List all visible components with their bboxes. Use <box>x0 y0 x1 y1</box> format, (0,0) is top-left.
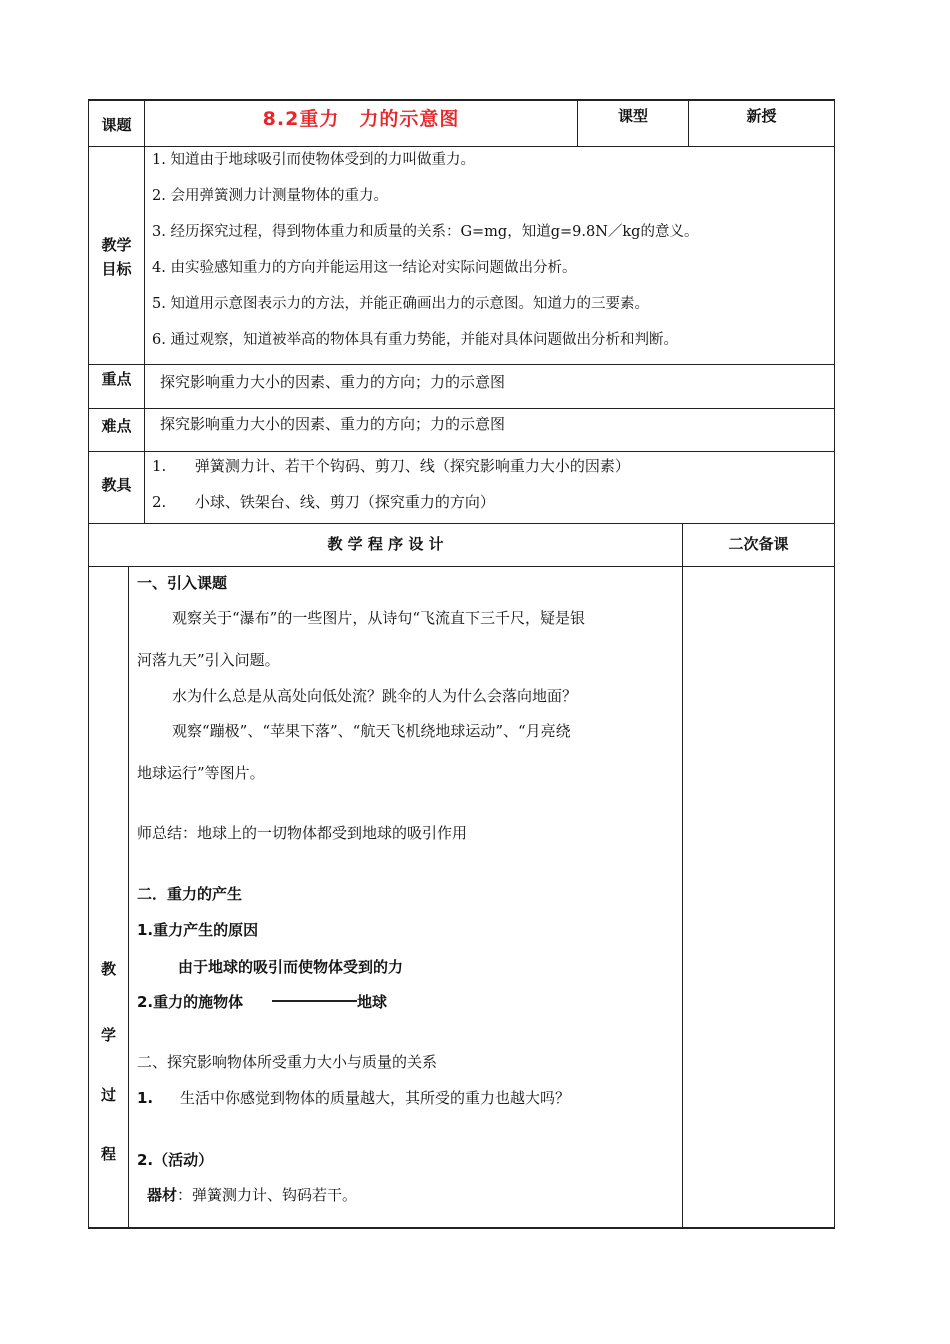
objective-item: 4. 由实验感知重力的方向并能运用这一结论对实际问题做出分析。 <box>152 260 577 276</box>
keypoint-label: 重点 <box>101 370 132 388</box>
section1-paragraph: 河落九天”引入问题。 <box>137 651 280 669</box>
rule-header-bottom <box>88 146 835 147</box>
rule-program-header-bottom <box>88 566 835 567</box>
materials-text: ：弹簧测力计、钩码若干。 <box>177 1186 358 1204</box>
objective-item: 2. 会用弹簧测力计测量物体的重力。 <box>152 188 388 204</box>
rule-bottom <box>88 1227 835 1229</box>
lesson-title: 8.2重力 力的示意图 <box>262 108 460 130</box>
rule-side-col <box>128 566 129 1228</box>
section2-title: 二．重力的产生 <box>137 885 243 903</box>
section2-item2: 2.重力的施物体 <box>137 993 244 1011</box>
rule-top <box>88 99 835 101</box>
objectives-label-1: 教学 <box>101 236 132 254</box>
second-prep-label: 二次备课 <box>728 535 789 553</box>
objective-item: 3. 经历探究过程，得到物体重力和质量的关系：G=mg，知道g=9.8N／kg的意义。 <box>152 224 699 240</box>
type-value: 新授 <box>746 107 777 125</box>
rule-keypoint-bottom <box>88 408 835 409</box>
section1-paragraph: 地球运行”等图片。 <box>137 764 265 782</box>
answer-blank-line <box>272 1000 357 1002</box>
rule-prep-col <box>682 523 683 1228</box>
side-label-char: 学 <box>100 1026 116 1044</box>
keypoint-text: 探究影响重力大小的因素、重力的方向；力的示意图 <box>160 373 506 391</box>
objective-item: 1. 知道由于地球吸引而使物体受到的力叫做重力。 <box>152 152 475 168</box>
side-label-char: 程 <box>100 1145 116 1163</box>
section3-item1-num: 1. <box>137 1089 154 1107</box>
program-header: 教 学 程 序 设 计 <box>327 535 444 553</box>
difficulty-text: 探究影响重力大小的因素、重力的方向；力的示意图 <box>160 415 506 433</box>
side-label-char: 过 <box>100 1086 116 1104</box>
difficulty-label: 难点 <box>101 417 132 435</box>
tools-label: 教具 <box>101 476 132 494</box>
topic-label: 课题 <box>101 116 132 134</box>
section2-item2-answer: 地球 <box>357 993 388 1011</box>
objective-item: 6. 通过观察，知道被举高的物体具有重力势能，并能对具体问题做出分析和判断。 <box>152 332 678 348</box>
section1-paragraph: 观察关于“瀑布”的一些图片，从诗句“飞流直下三千尺，疑是银 <box>172 609 586 627</box>
section1-paragraph: 观察“蹦极”、“苹果下落”、“航天飞机绕地球运动”、“月亮绕 <box>172 722 571 740</box>
section1-title: 一、引入课题 <box>137 574 228 592</box>
section2-item1-text: 由于地球的吸引而使物体受到的力 <box>178 958 404 976</box>
section1-summary: 师总结：地球上的一切物体都受到地球的吸引作用 <box>137 824 468 842</box>
rule-label-col <box>144 99 145 524</box>
section3-materials <box>147 1185 357 1205</box>
section1-paragraph: 水为什么总是从高处向低处流？跳伞的人为什么会落向地面？ <box>172 687 578 705</box>
rule-difficulty-bottom <box>88 451 835 452</box>
section3-item2: 2.（活动） <box>137 1151 214 1169</box>
tools-item: 1. 弹簧测力计、若干个钩码、剪刀、线（探究影响重力大小的因素） <box>152 457 630 475</box>
section3-item1-text: 生活中你感觉到物体的质量越大，其所受的重力也越大吗？ <box>180 1089 571 1107</box>
tools-item: 2. 小球、铁架台、线、剪刀（探究重力的方向） <box>152 493 495 511</box>
rule-tools-bottom <box>88 523 835 524</box>
section2-item1: 1.重力产生的原因 <box>137 921 259 939</box>
rule-objectives-bottom <box>88 364 835 365</box>
section3-title: 二、探究影响物体所受重力大小与质量的关系 <box>137 1053 438 1071</box>
materials-label: 器材 <box>147 1186 178 1204</box>
objectives-label-2: 目标 <box>101 260 132 278</box>
type-label: 课型 <box>617 107 648 125</box>
rule-right <box>834 99 835 1229</box>
objective-item: 5. 知道用示意图表示力的方法，并能正确画出力的示意图。知道力的三要素。 <box>152 296 649 312</box>
side-label-char: 教 <box>100 960 116 978</box>
